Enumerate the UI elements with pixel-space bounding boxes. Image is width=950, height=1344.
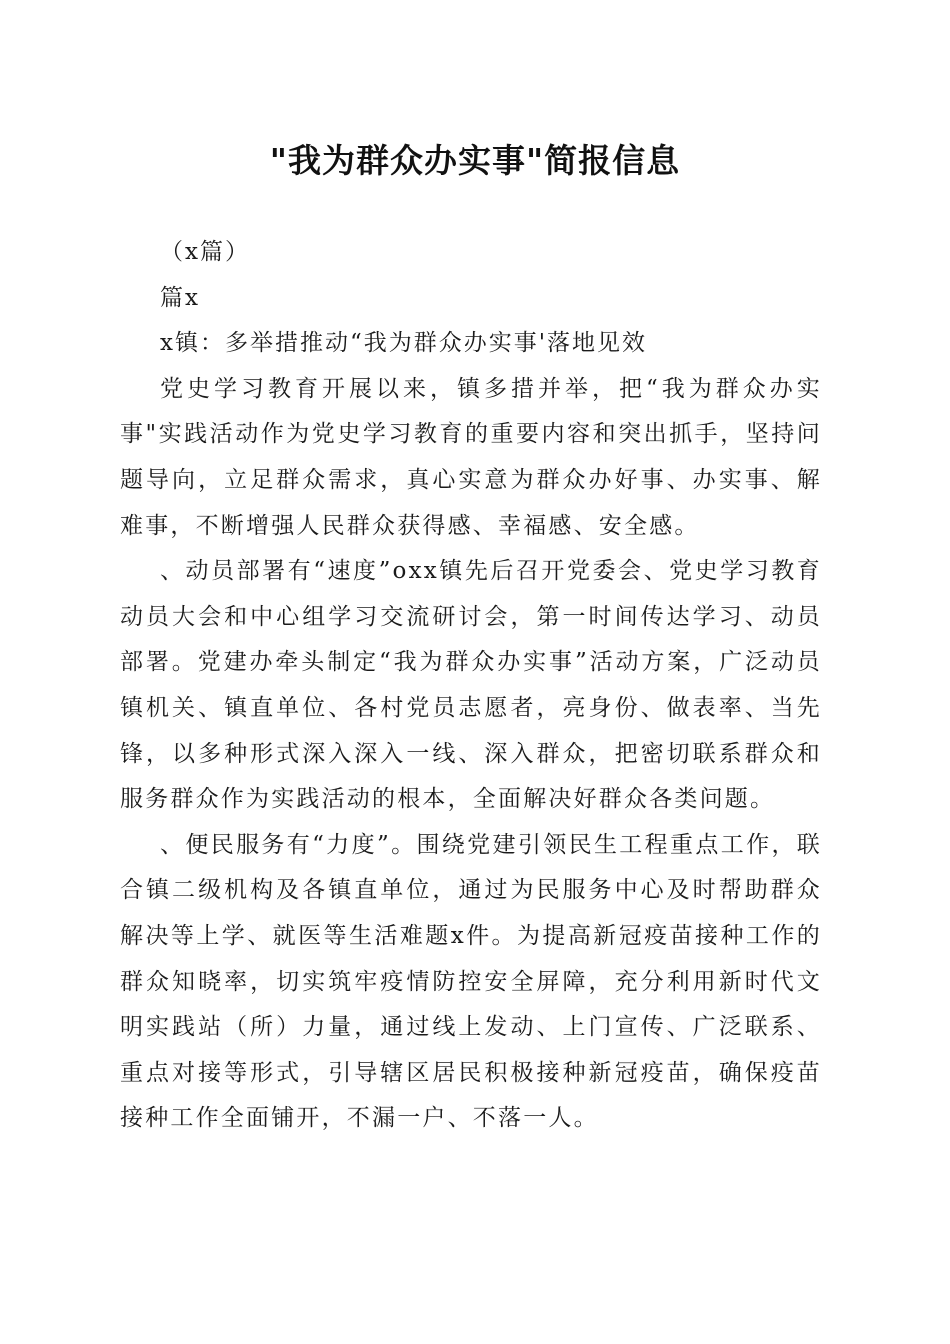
paragraph-count-note: （x篇）	[160, 239, 250, 265]
document-body	[120, 230, 822, 1142]
paragraph-subtitle: x镇：多举措推动“我为群众办实事'落地见效	[160, 330, 648, 357]
document-title: "我为群众办实事"简报信息	[269, 141, 681, 180]
paragraph-section-label: 篇x	[160, 284, 200, 311]
paragraph-mobilization: 、动员部署有“速度”oxx镇先后召开党委会、党史学习教育动员大会和中心组学习交流研讨会，第一时间传达学习、动员部署。党建办牵头制定“我为群众办实事”活动方案，广泛动员镇机关、镇直单位、各村党员志愿者，亮身份、做表率、当先锋，以多种形式深入深入一线、深入群众，把密切联系群众和服务群众作为实践活动的根本，全面解决好群众各类问题。	[120, 558, 822, 813]
paragraph-intro: 党史学习教育开展以来，镇多措并举，把“我为群众办实事"实践活动作为党史学习教育的重要内容和突出抓手，坚持问题导向，立足群众需求，真心实意为群众办好事、办实事、解难事，不断增强人民群众获得感、幸福感、安全感。	[120, 375, 822, 539]
paragraph-services: 、便民服务有“力度”。围绕党建引领民生工程重点工作，联合镇二级机构及各镇直单位，通过为民服务中心及时帮助群众解决等上学、就医等生活难题x件。为提高新冠疫苗接种工作的群众知晓率，切实筑牢疫情防控安全屏障，充分利用新时代文明实践站（所）力量，通过线上发动、上门宣传、广泛联系、重点对接等形式，引导辖区居民积极接种新冠疫苗，确保疫苗接种工作全面铺开，不漏一户、不落一人。	[120, 831, 822, 1132]
